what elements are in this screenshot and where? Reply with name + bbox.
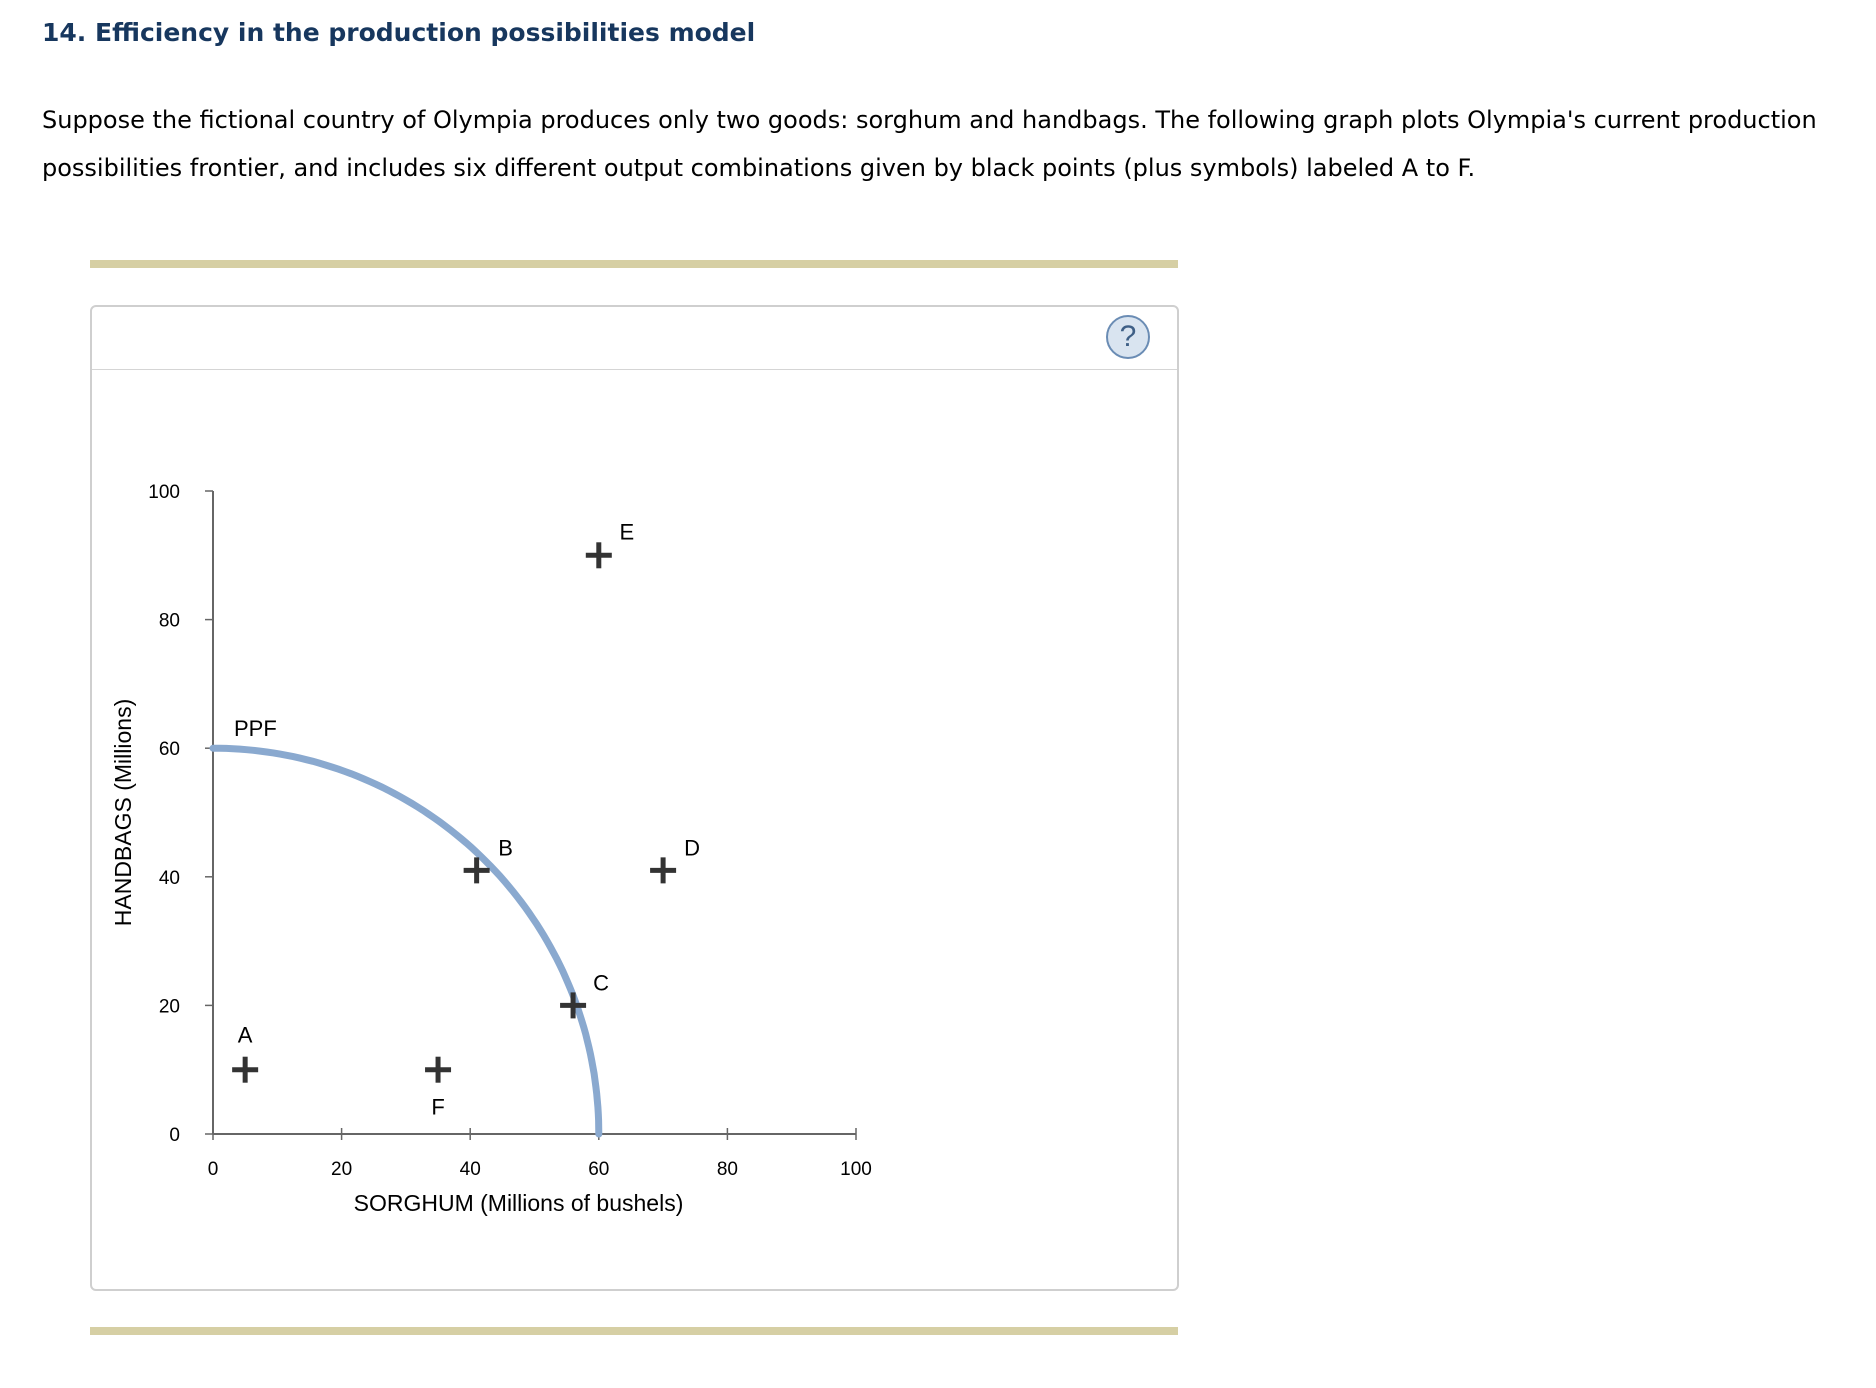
point-e (586, 519, 634, 568)
y-tick-label: 40 (158, 867, 180, 889)
point-f (425, 1057, 451, 1120)
x-tick-label: 40 (459, 1159, 481, 1180)
point-a (232, 1023, 258, 1083)
y-tick-label: 60 (158, 739, 180, 761)
x-tick-label: 0 (207, 1159, 219, 1180)
x-tick-label: 60 (588, 1159, 610, 1180)
y-tick-label: 20 (158, 996, 180, 1018)
intro-paragraph: Suppose the fictional country of Olympia produces only two goods: sorghum and handbags. The following graph plots Olympia's current production possibilities frontier, and includes six different output combinations given by black points (plus symbols) labeled A to F. (42, 106, 1817, 182)
point-d (650, 835, 700, 883)
y-tick-label: 100 (148, 482, 180, 503)
x-tick-label: 20 (331, 1159, 353, 1180)
page-title: 14. Efficiency in the production possibilities model (42, 18, 756, 47)
ppf-label: PPF (234, 716, 277, 742)
point-label: F (431, 1094, 445, 1120)
y-tick-label: 0 (169, 1125, 180, 1146)
point-label: A (237, 1022, 253, 1048)
point-label: D (684, 835, 701, 861)
x-tick-label: 80 (716, 1159, 738, 1180)
x-ticks (208, 1128, 872, 1180)
point-label: C (593, 970, 610, 996)
ppf-curve (213, 748, 599, 1134)
data-points (232, 519, 700, 1119)
point-label: E (619, 519, 635, 545)
x-tick-label: 100 (840, 1159, 872, 1180)
y-ticks (148, 482, 213, 1146)
point-label: B (498, 835, 513, 861)
x-axis-label: SORGHUM (Millions of bushels) (353, 1190, 684, 1216)
help-icon[interactable]: ? (1106, 315, 1150, 359)
y-tick-label: 80 (158, 610, 180, 632)
y-axis-label: HANDBAGS (Millions) (110, 698, 136, 927)
